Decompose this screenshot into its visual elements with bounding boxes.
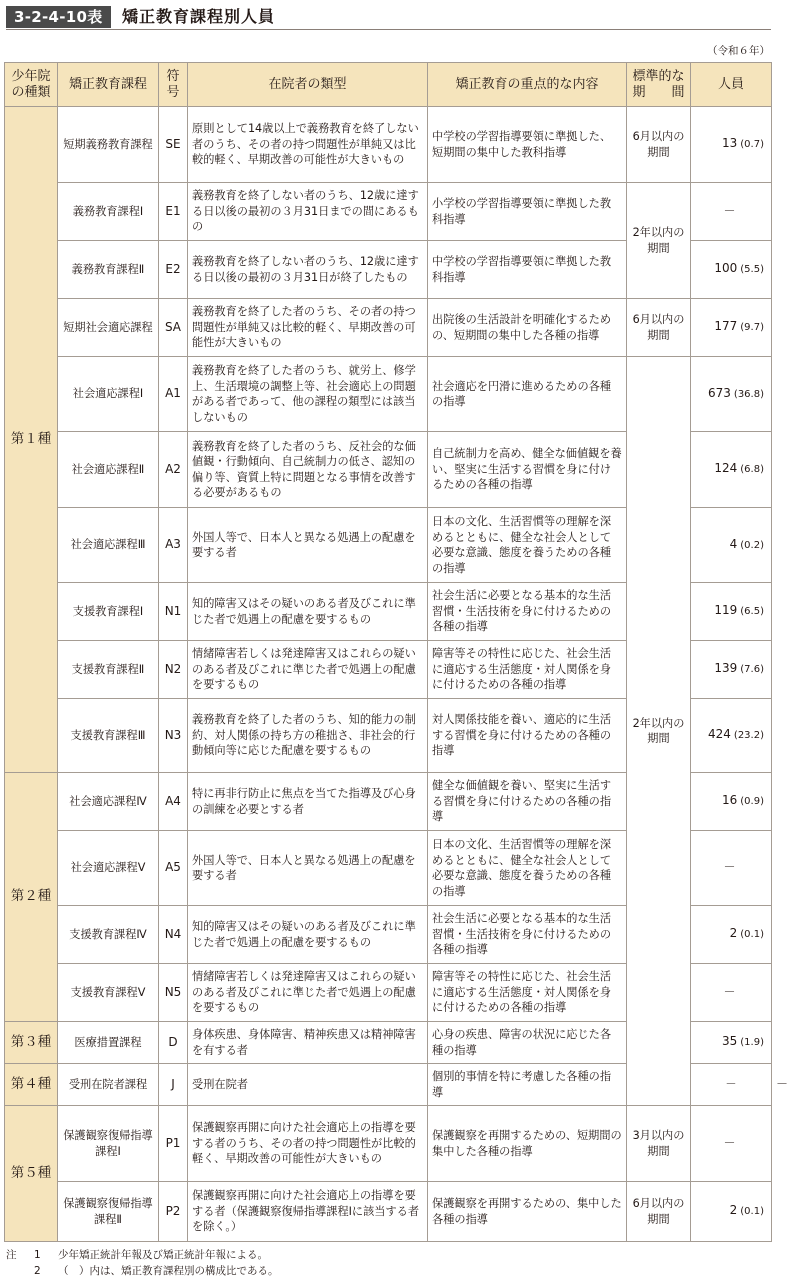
type-cell: 知的障害又はその疑いのある者及びこれに準じた者で処遇上の配慮を要するもの: [188, 583, 428, 641]
count-value: 124: [714, 461, 738, 476]
type-cell: 情緒障害若しくは発達障害又はこれらの疑いのある者及びこれに準じた者で処遇上の配慮を要するもの: [188, 641, 428, 699]
note-number: 2: [34, 1265, 41, 1277]
course-cell: 支援教育課程Ⅱ: [58, 641, 159, 699]
type-cell: 身体疾患、身体障害、精神疾患又は精神障害を有する者: [188, 1022, 428, 1064]
course-cell: 支援教育課程Ⅰ: [58, 583, 159, 641]
course-cell: 義務教育課程Ⅱ: [58, 241, 159, 299]
symbol-cell: N5: [159, 964, 188, 1022]
count-value: 177: [714, 319, 738, 334]
course-cell: 保護観察復帰指導課程Ⅱ: [58, 1182, 159, 1242]
count-value: －: [776, 1076, 788, 1091]
ratio-value: (7.6): [740, 664, 764, 676]
count-value: 2: [729, 1203, 738, 1218]
type-cell: 原則として14歳以上で義務教育を終了しない者のうち、その者の持つ問題性が単純又は比較的軽く、早期改善の可能性が大きいもの: [188, 107, 428, 183]
table-row: [5, 183, 772, 241]
course-cell: 支援教育課程Ⅲ: [58, 699, 159, 773]
symbol-cell: J: [159, 1064, 188, 1106]
count-cell: [691, 1182, 772, 1242]
col-header-symbol: 符号: [159, 63, 188, 107]
count-cell: [691, 773, 772, 831]
type-cell: 義務教育を終了した者のうち、その者の持つ問題性が単純又は比較的軽く、早期改善の可能性が大きいもの: [188, 299, 428, 357]
content-cell: 障害等その特性に応じた、社会生活に適応する生活態度・対人関係を身に付けるための各種の指導: [428, 964, 627, 1022]
ratio-value: (0.9): [740, 796, 764, 808]
content-cell: 自己統制力を高め、健全な価値観を養い、堅実に生活する習慣を身に付けるための各種の指導: [428, 432, 627, 508]
content-cell: 中学校の学習指導要領に準拠した、短期間の集中した教科指導: [428, 107, 627, 183]
ratio-value: (0.7): [740, 139, 764, 151]
col-header-period: 標準的な期 間: [627, 63, 691, 107]
count-value: 100: [714, 261, 738, 276]
type-cell: 情緒障害若しくは発達障害又はこれらの疑いのある者及びこれに準じた者で処遇上の配慮を要するもの: [188, 964, 428, 1022]
symbol-cell: SA: [159, 299, 188, 357]
period-cell: 3月以内の期間: [627, 1106, 691, 1182]
symbol-cell: P1: [159, 1106, 188, 1182]
course-cell: 社会適応課程Ⅳ: [58, 773, 159, 831]
symbol-cell: P2: [159, 1182, 188, 1242]
course-cell: 保護観察復帰指導課程Ⅰ: [58, 1106, 159, 1182]
note-number: 1: [34, 1249, 41, 1261]
course-cell: 支援教育課程Ⅴ: [58, 964, 159, 1022]
ratio-value: (0.2): [740, 539, 764, 551]
ratio-value: (1.9): [740, 1037, 764, 1049]
ratio-value: (36.8): [733, 388, 764, 400]
era-label: （令和６年）: [707, 45, 770, 57]
type-cell: 保護観察再開に向けた社会適応上の指導を要する者（保護観察復帰指導課程Ⅰに該当する者を除く。）: [188, 1182, 428, 1242]
content-cell: 社会生活に必要となる基本的な生活習慣・生活技術を身に付けるための各種の指導: [428, 583, 627, 641]
figure-number-badge: 3-2-4-10表: [6, 6, 111, 28]
content-cell: 保護観察を再開するための、集中した各種の指導: [428, 1182, 627, 1242]
symbol-cell: E2: [159, 241, 188, 299]
content-cell: 心身の疾患、障害の状況に応じた各種の指導: [428, 1022, 627, 1064]
course-cell: 医療措置課程: [58, 1022, 159, 1064]
table-row: [5, 299, 772, 357]
ratio-value: (23.2): [733, 730, 764, 742]
symbol-cell: A3: [159, 508, 188, 583]
course-cell: 社会適応課程Ⅰ: [58, 357, 159, 432]
course-cell: 受刑在院者課程: [58, 1064, 159, 1106]
count-cell: [691, 583, 772, 641]
count-cell: [691, 107, 772, 183]
kind-cell: 第１種: [5, 107, 58, 773]
count-value: 673: [708, 385, 731, 400]
count-value: －: [723, 203, 736, 218]
period-cell: 6月以内の期間: [627, 107, 691, 183]
note-text: （ ）内は、矯正教育課程別の構成比である。: [58, 1265, 279, 1277]
symbol-cell: A4: [159, 773, 188, 831]
count-cell: [691, 1106, 772, 1182]
content-cell: 日本の文化、生活習慣等の理解を深めるとともに、健全な社会人として必要な意識、態度を養うための各種の指導: [428, 508, 627, 583]
type-cell: 外国人等で、日本人と異なる処遇上の配慮を要する者: [188, 831, 428, 906]
header-row: [5, 63, 772, 107]
content-cell: 健全な価値観を養い、堅実に生活する習慣を身に付けるための各種の指導: [428, 773, 627, 831]
count-cell: [691, 241, 772, 299]
symbol-cell: SE: [159, 107, 188, 183]
content-cell: 社会適応を円滑に進めるための各種の指導: [428, 357, 627, 432]
type-cell: 知的障害又はその疑いのある者及びこれに準じた者で処遇上の配慮を要するもの: [188, 906, 428, 964]
kind-cell: 第５種: [5, 1106, 58, 1242]
ratio-value: (5.5): [740, 264, 764, 276]
symbol-cell: N3: [159, 699, 188, 773]
col-header-course: 矯正教育課程: [58, 63, 159, 107]
count-cell: [691, 964, 772, 1022]
type-cell: 義務教育を終了した者のうち、反社会的な価値観・行動傾向、自己統制力の低さ、認知の偏り等、資質上特に問題となる事情を改善する必要があるもの: [188, 432, 428, 508]
type-cell: 保護観察再開に向けた社会適応上の指導を要する者のうち、その者の持つ問題性が比較的軽く、早期改善の可能性が大きいもの: [188, 1106, 428, 1182]
figure-title-bar: [6, 6, 771, 30]
ratio-value: (9.7): [740, 322, 764, 334]
course-cell: 支援教育課程Ⅳ: [58, 906, 159, 964]
period-cell: 2年以内の期間: [627, 183, 691, 299]
content-cell: 出院後の生活設計を明確化するための、短期間の集中した各種の指導: [428, 299, 627, 357]
symbol-cell: D: [159, 1022, 188, 1064]
content-cell: 中学校の学習指導要領に準拠した教科指導: [428, 241, 627, 299]
count-cell: [691, 831, 772, 906]
type-cell: 特に再非行防止に焦点を当てた指導及び心身の訓練を必要とする者: [188, 773, 428, 831]
content-cell: 日本の文化、生活習慣等の理解を深めるとともに、健全な社会人として必要な意識、態度を養うための各種の指導: [428, 831, 627, 906]
count-value: 13: [722, 136, 738, 151]
table-row: [5, 107, 772, 183]
count-cell: [691, 357, 772, 432]
symbol-cell: N4: [159, 906, 188, 964]
symbol-cell: A5: [159, 831, 188, 906]
type-cell: 義務教育を終了しない者のうち、12歳に達する日以後の最初の３月31日が終了したもの: [188, 241, 428, 299]
table-row: [5, 1106, 772, 1182]
course-cell: 義務教育課程Ⅰ: [58, 183, 159, 241]
course-cell: 社会適応課程Ⅴ: [58, 831, 159, 906]
symbol-cell: E1: [159, 183, 188, 241]
ratio-value: (6.8): [740, 464, 764, 476]
period-cell: 6月以内の期間: [627, 299, 691, 357]
table-row: [5, 357, 772, 432]
type-cell: 義務教育を終了した者のうち、就労上、修学上、生活環境の調整上等、社会適応上の問題がある者であって、他の課程の類型には該当しないもの: [188, 357, 428, 432]
col-header-content: 矯正教育の重点的な内容: [428, 63, 627, 107]
type-cell: 外国人等で、日本人と異なる処遇上の配慮を要する者: [188, 508, 428, 583]
period-cell: 6月以内の期間: [627, 1182, 691, 1242]
ratio-value: (6.5): [740, 606, 764, 618]
course-table: [4, 62, 788, 1242]
symbol-cell: A2: [159, 432, 188, 508]
kind-cell: 第２種: [5, 773, 58, 1022]
course-cell: 社会適応課程Ⅱ: [58, 432, 159, 508]
count-value: 139: [714, 661, 738, 676]
col-header-count: 人員: [691, 63, 772, 107]
count-cell: [691, 299, 772, 357]
kind-cell: 第４種: [5, 1064, 58, 1106]
count-value: 35: [722, 1034, 738, 1049]
period-cell: 2年以内の期間: [627, 357, 691, 1106]
count-cell: [691, 906, 772, 964]
count-cell: [691, 1022, 772, 1064]
content-cell: 対人関係技能を養い、適応的に生活する習慣を身に付けるための各種の指導: [428, 699, 627, 773]
notes: [6, 1247, 279, 1279]
count-cell: [691, 432, 772, 508]
count-cell: [691, 183, 772, 241]
count-cell: [691, 641, 772, 699]
symbol-cell: N1: [159, 583, 188, 641]
symbol-cell: A1: [159, 357, 188, 432]
type-cell: 受刑在院者: [188, 1064, 428, 1106]
count-value: －: [723, 984, 736, 999]
col-header-type: 在院者の類型: [188, 63, 428, 107]
note-lead: [6, 1263, 34, 1279]
note-lead: 注: [6, 1249, 17, 1261]
count-value: 424: [708, 727, 731, 742]
count-value: 2: [729, 926, 738, 941]
count-value: 4: [729, 536, 738, 551]
table-row: [5, 1182, 772, 1242]
content-cell: 社会生活に必要となる基本的な生活習慣・生活技術を身に付けるための各種の指導: [428, 906, 627, 964]
note-item: [6, 1247, 279, 1263]
count-value: 119: [714, 603, 738, 618]
kind-cell: 第３種: [5, 1022, 58, 1064]
symbol-cell: N2: [159, 641, 188, 699]
count-value: －: [723, 1135, 736, 1150]
figure-title: 矯正教育課程別人員: [122, 7, 276, 26]
count-cell: [691, 508, 772, 583]
count-value: －: [723, 860, 736, 875]
count-value: 16: [722, 793, 738, 808]
note-text: 少年矯正統計年報及び矯正統計年報による。: [58, 1249, 268, 1261]
period-cell: －: [691, 1064, 772, 1106]
content-cell: 保護観察を再開するための、短期間の集中した各種の指導: [428, 1106, 627, 1182]
content-cell: 個別的事情を特に考慮した各種の指導: [428, 1064, 627, 1106]
content-cell: 小学校の学習指導要領に準拠した教科指導: [428, 183, 627, 241]
course-cell: 短期社会適応課程: [58, 299, 159, 357]
ratio-value: (0.1): [740, 1206, 764, 1218]
ratio-value: (0.1): [740, 929, 764, 941]
count-cell: [691, 699, 772, 773]
type-cell: 義務教育を終了しない者のうち、12歳に達する日以後の最初の３月31日までの間にあるもの: [188, 183, 428, 241]
col-header-kind: 少年院の種類: [5, 63, 58, 107]
course-cell: 社会適応課程Ⅲ: [58, 508, 159, 583]
content-cell: 障害等その特性に応じた、社会生活に適応する生活態度・対人関係を身に付けるための各種の指導: [428, 641, 627, 699]
note-item: [6, 1263, 279, 1279]
course-cell: 短期義務教育課程: [58, 107, 159, 183]
type-cell: 義務教育を終了した者のうち、知的能力の制約、対人関係の持ち方の稚拙さ、非社会的行動傾向等に応じた配慮を要するもの: [188, 699, 428, 773]
